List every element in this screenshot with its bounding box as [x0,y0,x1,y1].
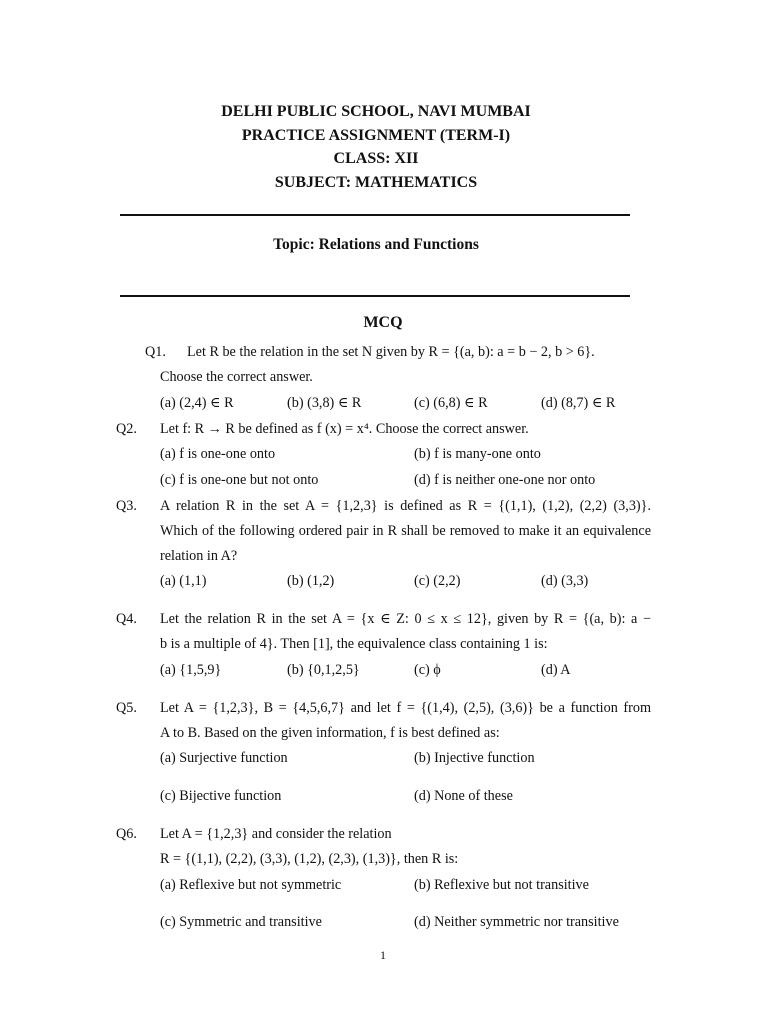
option-c: (c) Bijective function [160,788,282,804]
section-title: MCQ [363,314,403,331]
option-c: (c) (6,8) ∈ R [414,395,488,411]
option-c: (c) Symmetric and transitive [160,914,322,930]
option-b: (b) (1,2) [287,573,335,589]
question-text: Let A = {1,2,3}, B = {4,5,6,7} and let f = {(1,4), (2,5), (3,6)} be a function from [160,700,651,716]
question-text: Let the relation R in the set A = {x ∈ Z: 0 ≤ x ≤ 12}, given by R = {(a, b): a − [160,611,651,627]
option-b: (b) Injective function [414,750,535,766]
option-d: (d) f is neither one-one nor onto [414,472,596,488]
question-text: Let R be the relation in the set N given by R = {(a, b): a = b − 2, b > 6}. [187,344,595,360]
question-text: Which of the following ordered pair in R shall be removed to make it an equivalence [160,523,651,539]
question-text: Choose the correct answer. [160,369,313,385]
question-number: Q2. [116,421,137,437]
question-text: A to B. Based on the given information, f is best defined as: [160,725,500,741]
question-text: Let A = {1,2,3} and consider the relation [160,826,392,842]
question-number: Q3. [116,498,137,514]
option-d: (d) (8,7) ∈ R [541,395,616,411]
question-text: relation in A? [160,548,238,564]
option-a: (a) (1,1) [160,573,207,589]
option-a: (a) Surjective function [160,750,288,766]
option-b: (b) Reflexive but not transitive [414,877,589,893]
option-a: (a) {1,5,9} [160,662,222,678]
header-divider-bottom [120,295,630,297]
question-text: R = {(1,1), (2,2), (3,3), (1,2), (2,3), (1,3)}, then R is: [160,851,459,867]
topic-title: Topic: Relations and Functions [273,236,479,253]
option-a: (a) f is one-one onto [160,446,276,462]
option-b: (b) (3,8) ∈ R [287,395,362,411]
question-number: Q5. [116,700,137,716]
assignment-title: PRACTICE ASSIGNMENT (TERM-I) [241,126,511,144]
option-d: (d) A [541,662,571,678]
question-number: Q4. [116,611,137,627]
subject-label: SUBJECT: MATHEMATICS [274,173,478,191]
option-d: (d) Neither symmetric nor transitive [414,914,619,930]
question-number: Q6. [116,826,137,842]
page-number: 1 [380,948,386,962]
question-number: Q1. [145,344,166,360]
question-text: A relation R in the set A = {1,2,3} is defined as R = {(1,1), (1,2), (2,2) (3,3)}. [160,498,651,514]
option-c: (c) f is one-one but not onto [160,472,319,488]
option-b: (b) {0,1,2,5} [287,662,360,678]
school-name: DELHI PUBLIC SCHOOL, NAVI MUMBAI [221,103,531,120]
question-text: Let f: R → R be defined as f (x) = x⁴. Choose the correct answer. [160,421,529,437]
option-a: (a) Reflexive but not symmetric [160,877,342,893]
option-d: (d) (3,3) [541,573,589,589]
option-b: (b) f is many-one onto [414,446,541,462]
header-divider-top [120,214,630,216]
option-c: (c) ϕ [414,662,441,678]
document-header [0,100,752,194]
class-label: CLASS: XII [333,150,419,167]
option-d: (d) None of these [414,788,513,804]
option-a: (a) (2,4) ∈ R [160,395,234,411]
question-text: b is a multiple of 4}. Then [1], the equivalence class containing 1 is: [160,636,548,652]
option-c: (c) (2,2) [414,573,461,589]
